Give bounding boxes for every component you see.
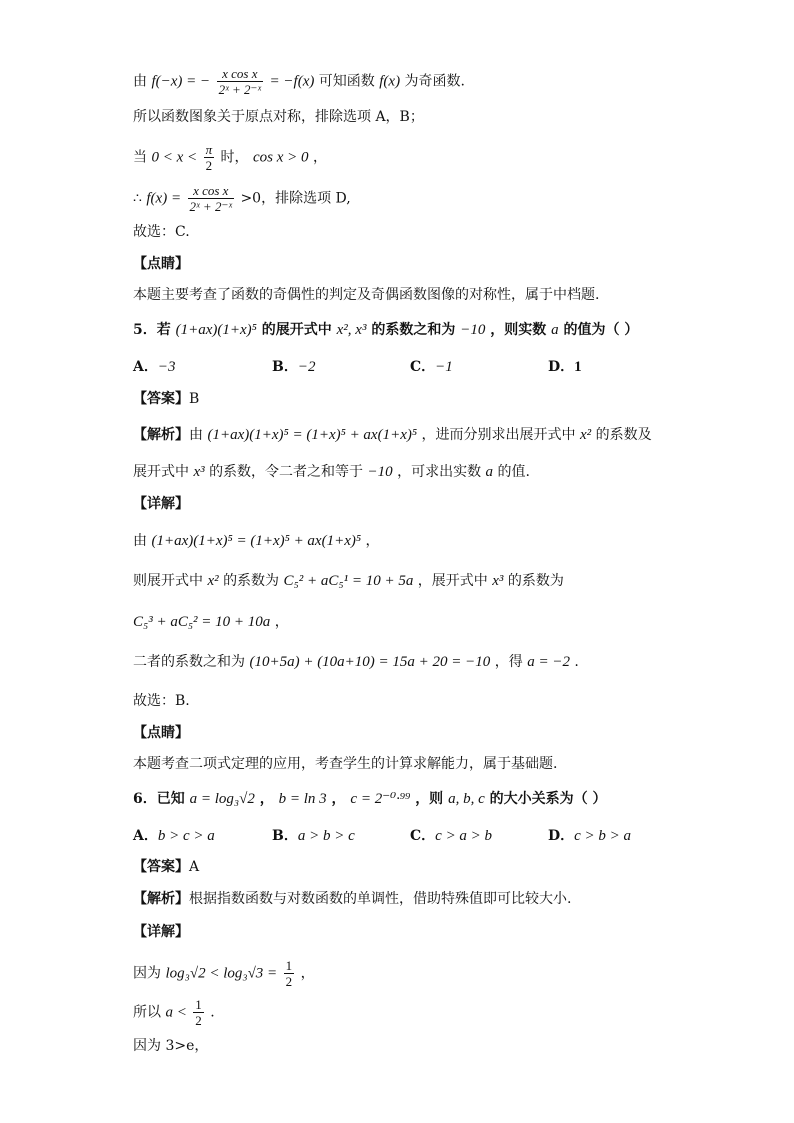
q5-option-b: B．−2 [272,359,316,375]
q6-option-a: A．b > c > a [133,828,215,844]
q5-dianjing-tag: 【点睛】 [133,725,189,741]
q5-option-c: C．−1 [410,359,453,375]
q5-detail-line-4: 二者的系数之和为 (10+5a) + (10a+10) = 15a + 20 = −10 ，得 a = −2 . [133,654,579,670]
section-tag-dianjing: 【点睛】 [133,256,189,272]
q5-dianjing-text: 本题考查二项式定理的应用，考查学生的计算求解能力，属于基础题. [133,756,558,772]
q6-detail-tag: 【详解】 [133,924,189,940]
q6-detail-line-3: 因为 3>e， [133,1038,209,1054]
q5-detail-tag: 【详解】 [133,496,189,512]
solution-line-symmetry: 所以函数图象关于原点对称，排除选项 A，B； [133,109,424,125]
solution-line-cos-positive: 当 0 < x < $\frac{\pi}{2}$ 时， cos x > 0 ， [133,142,327,173]
q5-analysis-line-1: 【解析】由 (1+ax)(1+x)⁵ = (1+x)⁵ + ax(1+x)⁵ ，进而分别求出展开式中 x² 的系数及 [133,427,652,443]
fraction: $\frac{\text{x cos x}}{\text{2ˣ + 2⁻ˣ}}$ [189,183,232,214]
fraction: $\frac{1}{2}$ [285,958,293,989]
q6-analysis: 【解析】根据指数函数与对数函数的单调性，借助特殊值即可比较大小. [133,891,572,907]
q6-option-d: D．c > b > a [548,828,632,844]
q6-detail-line-2: 所以 a < $\frac{1}{2}$ . [133,997,215,1028]
question-5: 5．若 (1+ax)(1+x)⁵ 的展开式中 x², x³ 的系数之和为 −10 ，则实数 a 的值为（ ） [133,322,639,338]
fraction: $\frac{\text{x cos x}}{\text{2ˣ + 2⁻ˣ}}$ [218,66,262,97]
fraction: $\frac{\pi}{2}$ [205,142,213,173]
dianjing-text: 本题主要考查了函数的奇偶性的判定及奇偶函数图像的对称性，属于中档题. [133,287,600,303]
solution-line-answer-c: 故选：C. [133,224,190,240]
q5-option-a: A．−3 [133,359,176,375]
q6-option-b: B．a > b > c [272,828,355,844]
q5-answer: 【答案】B [133,391,200,407]
q5-detail-line-1: 由 (1+ax)(1+x)⁵ = (1+x)⁵ + ax(1+x)⁵ ， [133,533,380,549]
q5-detail-line-3: C₅³ + aC₅² = 10 + 10a ， [133,614,289,630]
q6-answer: 【答案】A [133,859,200,875]
fraction: $\frac{1}{2}$ [195,997,202,1028]
q6-option-c: C．c > a > b [410,828,493,844]
q6-detail-line-1: 因为 log₃√2 < log₃√3 = $\frac{1}{2}$ ， [133,958,315,989]
q5-analysis-line-2: 展开式中 x³ 的系数，令二者之和等于 −10 ，可求出实数 a 的值. [133,464,530,480]
q5-detail-line-2: 则展开式中 x² 的系数为 C₅² + aC₅¹ = 10 + 5a ，展开式中 x³ 的系数为 [133,573,564,589]
q5-option-d: D．1 [548,359,582,375]
question-6: 6．已知 a = log₃√2 ， b = ln 3 ， c = 2⁻⁰·⁹⁹ ，则 a, b, c 的大小关系为（ ） [133,791,607,807]
solution-line-exclude-d: ∴ f(x) = $\frac{\text{x cos x}}{\text{2ˣ + 2⁻ˣ}}$ >0，排除选项 D, [133,183,351,214]
q5-detail-line-5: 故选：B. [133,693,190,709]
solution-line-odd-function: 由 f(−x) = − $\frac{\text{x cos x}}{\text{2ˣ + 2⁻ˣ}}$ = −f(x) 可知函数 f(x) 为奇函数. [133,66,465,97]
